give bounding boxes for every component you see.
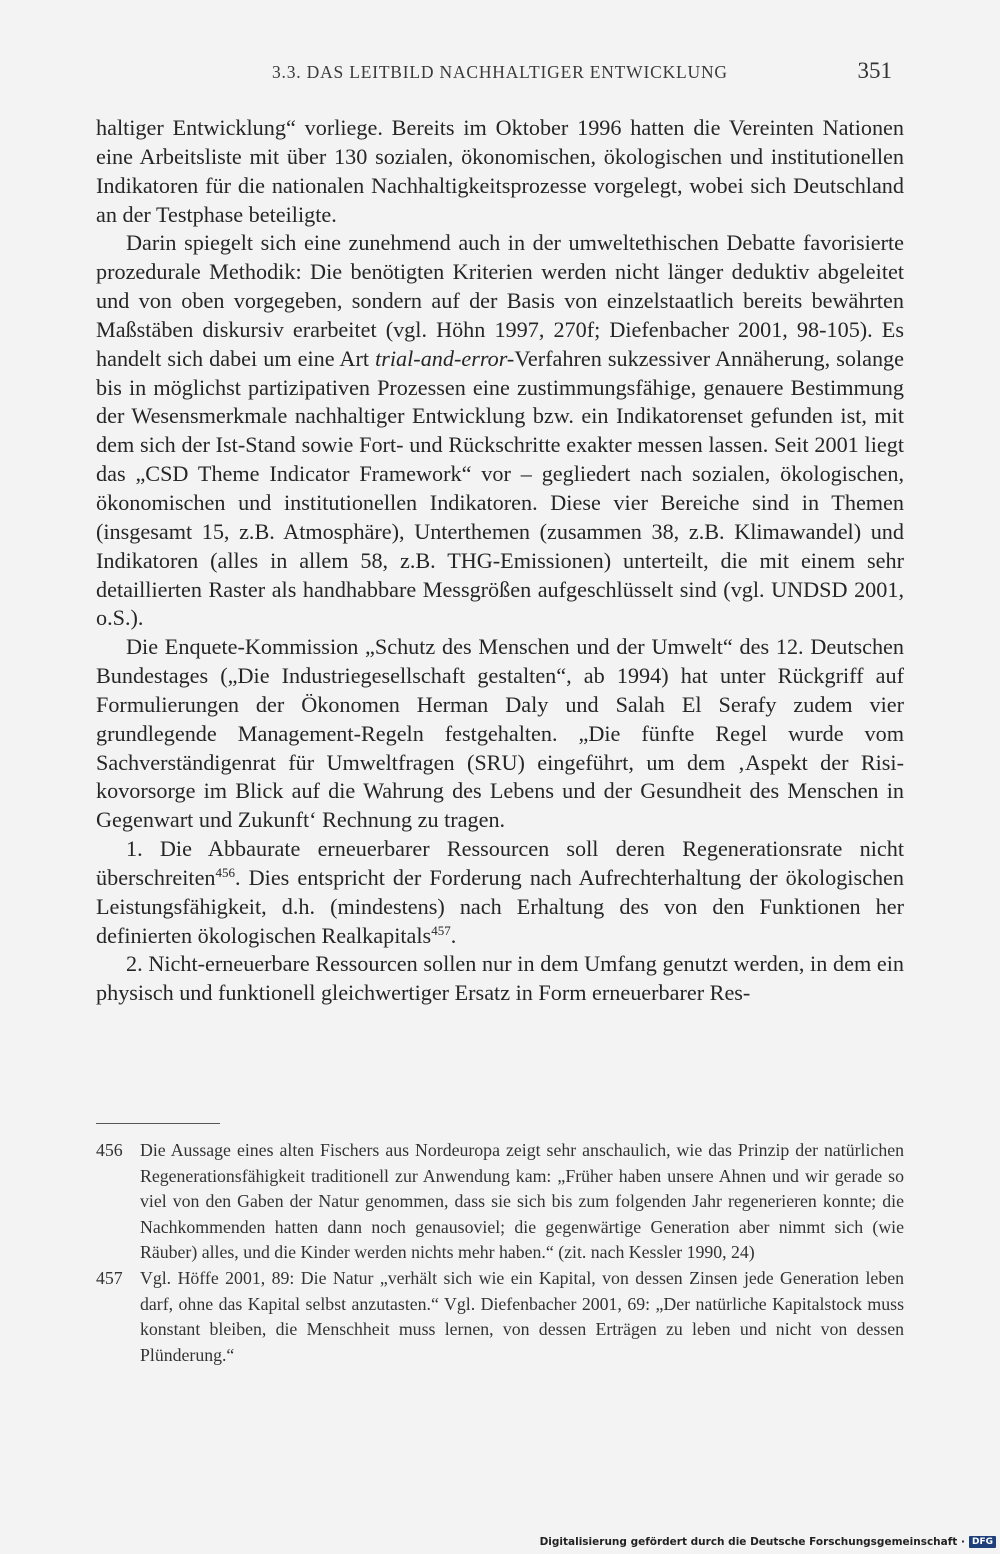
paragraph-4-text-b: . Dies entspricht der Forderung nach Aufrechterhaltung der ökologischen Leistungsfähigkeit, d.h. (mindestens) nach Erhaltung des von den Funktionen her definierten ökologischen Realkapitals bbox=[96, 864, 904, 948]
body-text bbox=[96, 114, 904, 1008]
paragraph-rule-1 bbox=[96, 835, 904, 950]
footnote-457 bbox=[96, 1266, 904, 1368]
page-header bbox=[96, 58, 904, 92]
footnote-ref-457[interactable]: 457 bbox=[431, 922, 451, 938]
footnote-456 bbox=[96, 1138, 904, 1266]
dfg-credit bbox=[540, 1536, 996, 1548]
footnote-number: 456 bbox=[96, 1140, 123, 1160]
footnote-separator bbox=[96, 1123, 220, 1124]
paragraph-4-text-a: 1. Die Abbaurate erneuerbarer Ressourcen soll deren Regenerationsrate nicht überschreiten bbox=[96, 836, 904, 890]
paragraph-1 bbox=[96, 114, 904, 229]
credit-text: Digitalisierung gefördert durch die Deutsche Forschungsgemeinschaft · bbox=[539, 1536, 965, 1548]
paragraph-3-text: Die Enquete-Kommission „Schutz des Menschen und der Umwelt“ des 12. Deutschen Bundestages („Die Industriegesellschaft gestalten“, ab 1994) hat unter Rückgriff auf Formulierungen der Ökonomen Herman Daly und Salah El Serafy zudem vier grundlegende Management-Regeln festgehalten. „Die fünfte Regel wurde vom Sachverständigenrat für Umweltfragen (SRU) eingeführt, um dem ‚Aspekt der Risikovorsorge im Blick auf die Wahrung des Lebens und der Gesundheit des Menschen in Gegenwart und Zukunft‘ Rechnung zu tragen. bbox=[96, 634, 904, 833]
footnotes bbox=[96, 1138, 904, 1368]
paragraph-2-text-a: Darin spiegelt sich eine zunehmend auch in der umweltethischen Debatte favorisierte prozedurale Methodik: Die benötigten Kriterien werden nicht länger deduktiv abgeleitet und von oben vorgegeben, sondern auf der Basis von einzelstaatlich bereits bewährten Maßstäben diskursiv erarbeitet (vgl. Höhn 1997, 270f; Diefenbacher 2001, 98-105). Es handelt sich dabei um eine Art bbox=[96, 230, 904, 371]
footnote-text: Die Aussage eines alten Fischers aus Nordeuropa zeigt sehr anschaulich, wie das Prinzip der natürlichen Regenerationsfähigkeit traditionell zur Anwendung kam: „Früher haben unsere Ahnen und wir gerade so viel von den Gaben der Natur genommen, dass sie sich bis zum folgenden Jahr regenerieren konnte; die Nachkommenden hatten dann noch genausoviel; die gegenwärtige Generation aber nimmt sich (wie Räuber) alles, und die Kinder werden nichts mehr haben.“ (zit. nach Kessler 1990, 24) bbox=[140, 1140, 904, 1263]
paragraph-2 bbox=[96, 229, 904, 633]
footnote-number: 457 bbox=[96, 1267, 123, 1288]
dfg-logo-icon: DFG bbox=[969, 1536, 996, 1548]
footnote-text: Vgl. Höffe 2001, 89: Die Natur „verhält sich wie ein Kapital, von dessen Zinsen jede Generation leben darf, ohne das Kapital selbst anzutasten.“ Vgl. Diefenbacher 2001, 69: „Der natürliche Kapitalstock muss konstant bleiben, die Menschheit muss lernen, von dessen Erträgen zu leben und nicht von dessen Plünderung.“ bbox=[140, 1267, 904, 1365]
paragraph-rule-2 bbox=[96, 950, 904, 1008]
paragraph-2-text-b: Verfahren sukzessiver Annäherung, solange bis in möglichst partizipativen Prozessen eine zustimmungsfähige, genauere Bestimmung der Wesensmerkmale nachhaltiger Entwicklung bzw. ein Indikatorenset gefunden ist, mit dem sich der Ist-Stand sowie Fort- und Rückschritte exakter messen lassen. Seit 2001 liegt das „CSD Theme Indicator Framework“ vor – gegliedert nach sozialen, ökologischen, ökonomischen und institutionellen Indikatoren. Diese vier Bereiche sind in Themen (insgesamt 15, z.B. Atmosphäre), Unterthemen (zusammen 38, z.B. Klimawandel) und Indikatoren (alles in allem 58, z.B. THG-Emissionen) unterteilt, die mit einem sehr detaillierten Raster als handhabbare Messgrößen aufgeschlüsselt sind (vgl. UNDSD 2001, o.S.). bbox=[96, 345, 904, 631]
paragraph-3 bbox=[96, 633, 904, 835]
page-number: 351 bbox=[857, 58, 892, 83]
footnote-ref-456[interactable]: 456 bbox=[215, 864, 236, 880]
paragraph-1-text: haltiger Entwicklung“ vorliege. Bereits im Oktober 1996 hatten die Vereinten Nationen eine Arbeitsliste mit über 130 sozialen, ökonomischen, ökologischen und institutionellen Indikatoren für die nationalen Nachhaltigkeitsprozesse vorgelegt, wobei sich Deutschland an der Testphase beteiligte. bbox=[96, 115, 904, 227]
running-title: 3.3. DAS LEITBILD NACHHALTIGER ENTWICKLUNG bbox=[272, 62, 728, 82]
italic-term: trial-and-error- bbox=[375, 345, 515, 371]
paragraph-5-text: 2. Nicht-erneuerbare Ressourcen sollen nur in dem Umfang genutzt werden, in dem ein physisch und funktionell gleichwertiger Ersatz in Form erneuerbarer Res- bbox=[96, 951, 904, 1006]
paragraph-4-text-c: . bbox=[450, 922, 457, 948]
